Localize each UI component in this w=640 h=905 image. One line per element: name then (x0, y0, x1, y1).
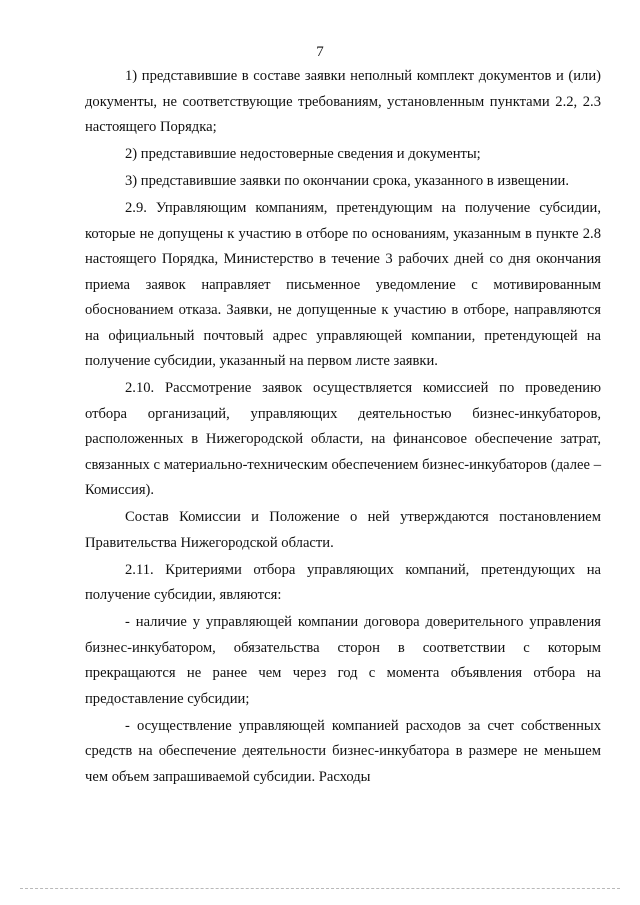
criterion-trust-agreement: - наличие у управляющей компании договора доверительного управления бизнес-инкубатором, обязательства сторон в соответствии с которым прекращаются не ранее чем через год с момента объявления отбора на предоставление субсидии; (85, 614, 601, 707)
clause-2-9: 2.9. Управляющим компаниям, претендующим на получение субсидии, которые не допущены к участию в отборе по основаниям, указанным в пункте 2.8 настоящего Порядка, Министерство в течение 3 рабочих дней со дня окончания приема заявок направляет письменное уведомление с мотивированным обоснованием отказа. Заявки, не допущенные к участию в отборе, направляются на официальный почтовый адрес управляющей компании, претендующей на получение субсидии, указанный на первом листе заявки. (85, 200, 601, 369)
page-body (85, 64, 601, 792)
list-item-late-submission: 3) представившие заявки по окончании срока, указанного в извещении. (125, 173, 569, 189)
list-item-false-information: 2) представившие недостоверные сведения и документы; (125, 146, 481, 162)
page-number: 7 (316, 44, 324, 60)
list-item-incomplete-documents: 1) представившие в составе заявки неполный комплект документов и (или) документы, не соответствующие требованиям, установленным пунктами 2.2, 2.3 настоящего Порядка; (85, 68, 601, 135)
clause-2-11: 2.11. Критериями отбора управляющих компаний, претендующих на получение субсидии, являются: (85, 561, 601, 603)
commission-composition-paragraph: Состав Комиссии и Положение о ней утверждаются постановлением Правительства Нижегородской области. (85, 509, 601, 551)
scan-edge-divider (20, 888, 620, 889)
clause-2-10: 2.10. Рассмотрение заявок осуществляется комиссией по проведению отбора организаций, управляющих деятельностью бизнес-инкубаторов, расположенных в Нижегородской области, на финансовое обеспечение затрат, связанных с материально-техническим обеспечением бизнес-инкубаторов (далее – Комиссия). (85, 380, 601, 498)
criterion-own-funds: - осуществление управляющей компанией расходов за счет собственных средств на обеспечение деятельности бизнес-инкубатора в размере не меньшем чем объем запрашиваемой субсидии. Расходы (85, 717, 601, 785)
